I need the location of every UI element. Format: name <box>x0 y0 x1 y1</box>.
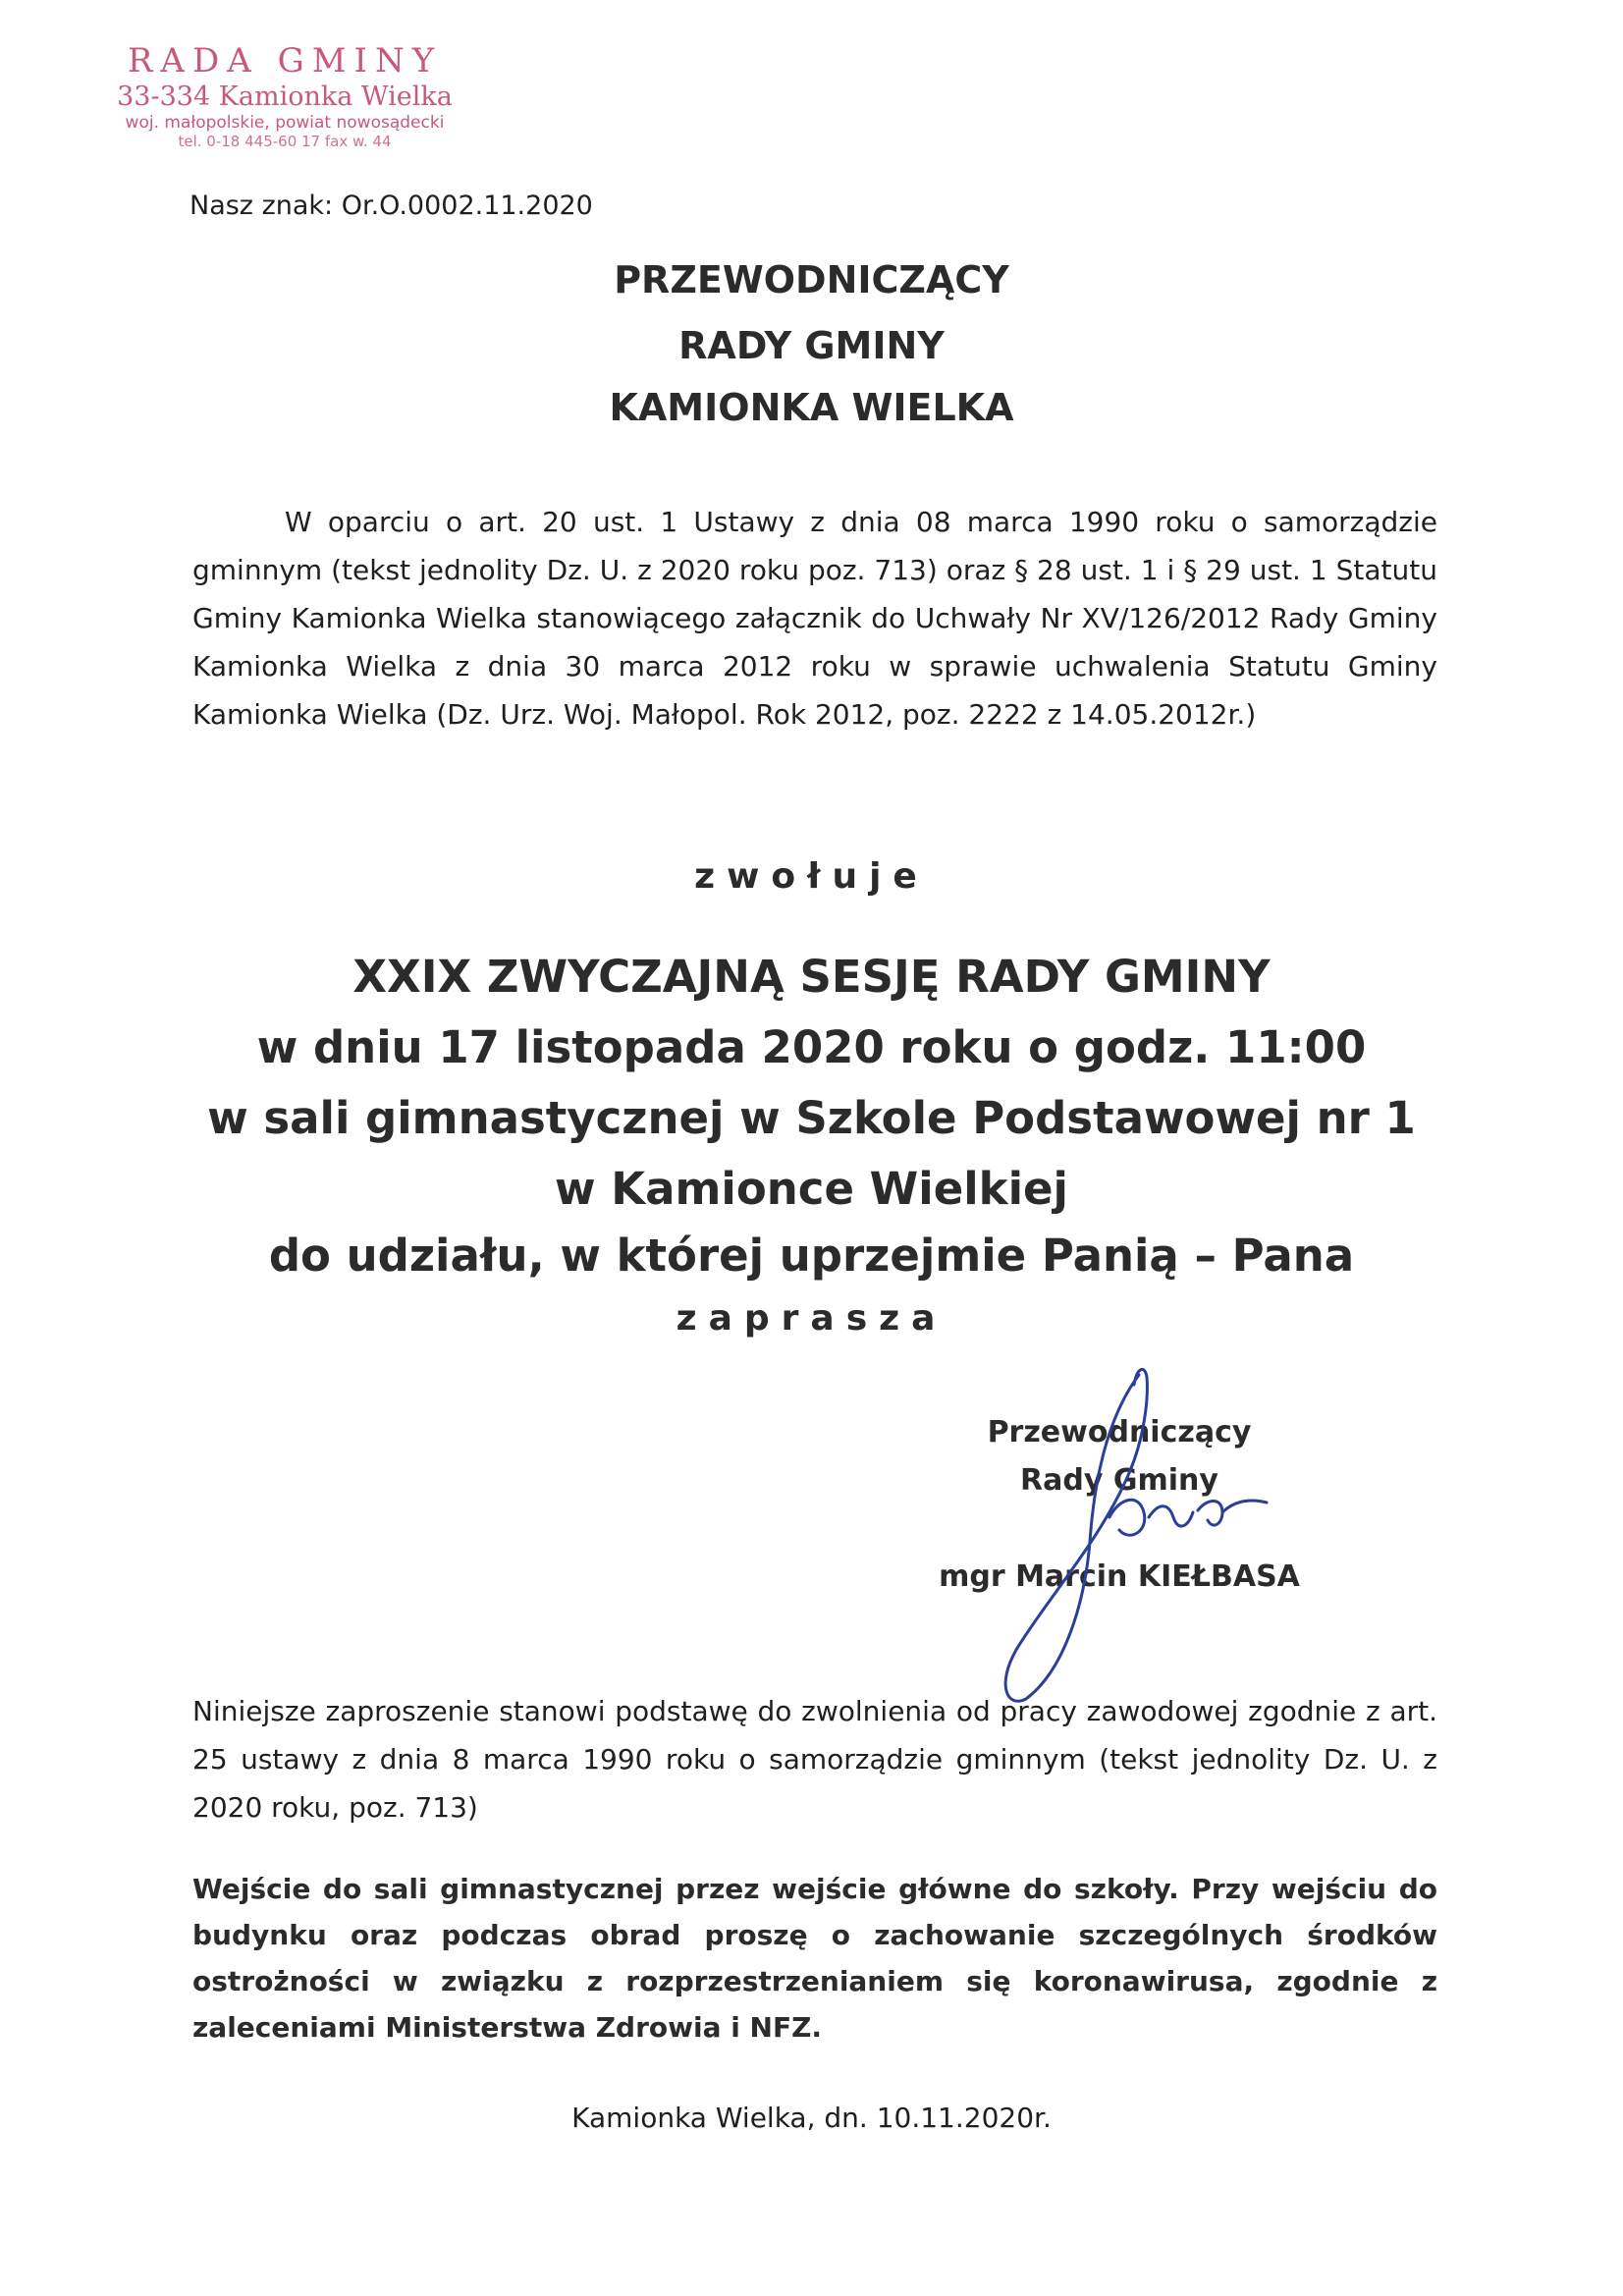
signature-body: Rady Gminy <box>1020 1463 1218 1498</box>
reference-number: Nasz znak: Or.O.0002.11.2020 <box>189 191 593 221</box>
session-venue: w sali gimnastycznej w Szkole Podstawowej nr 1 <box>207 1092 1416 1144</box>
session-date: w dniu 17 listopada 2020 roku o godz. 11:00 <box>256 1021 1367 1073</box>
council-stamp <box>98 41 471 150</box>
stamp-line-3: woj. małopolskie, powiat nowosądecki <box>125 113 445 134</box>
convenes-word: zwołuje <box>694 856 929 897</box>
session-invitation: do udziału, w której uprzejmie Panią – Pana <box>268 1230 1355 1282</box>
signature-name: mgr Marcin KIEŁBASA <box>939 1559 1300 1594</box>
session-title: XXIX ZWYCZAJNĄ SESJĘ RADY GMINY <box>352 951 1271 1003</box>
signature-title: Przewodniczący <box>987 1415 1252 1449</box>
employment-notice: Niniejsze zaproszenie stanowi podstawę do zwolnienia od pracy zawodowej zgodnie z art. 25 ustawy z dnia 8 marca 1990 roku o samorządzie gminnym (tekst jednolity Dz. U. z 2020 roku, poz. 713) <box>192 1695 1437 1824</box>
header-line-3: KAMIONKA WIELKA <box>609 386 1014 429</box>
session-location: w Kamionce Wielkiej <box>555 1163 1068 1215</box>
stamp-line-1: RADA GMINY <box>127 41 443 81</box>
covid-notice: Wejście do sali gimnastycznej przez wejście główne do szkoły. Przy wejściu do budynku oraz podczas obrad proszę o zachowanie szczególnych środków ostrożności w związku z rozprzestrzenianiem się koronawirusa, zgodnie z zaleceniami Ministerstwa Zdrowia i NFZ. <box>192 1873 1437 2044</box>
handwritten-signature <box>972 1355 1306 1719</box>
invites-word: zaprasza <box>676 1298 947 1339</box>
date-place: Kamionka Wielka, dn. 10.11.2020r. <box>571 2102 1052 2134</box>
stamp-line-2: 33-334 Kamionka Wielka <box>117 81 453 112</box>
header-line-2: RADY GMINY <box>678 324 945 367</box>
stamp-line-4: tel. 0-18 445-60 17 fax w. 44 <box>178 132 392 150</box>
legal-basis-paragraph: W oparciu o art. 20 ust. 1 Ustawy z dnia 08 marca 1990 roku o samorządzie gminnym (tekst jednolity Dz. U. z 2020 roku poz. 713) oraz § 28 ust. 1 i § 29 ust. 1 Statutu Gminy Kamionka Wielka stanowiącego załącznik do Uchwały Nr XV/126/2012 Rady Gminy Kamionka Wielka z dnia 30 marca 2012 roku w sprawie uchwalenia Statutu Gminy Kamionka Wielka (Dz. Urz. Woj. Małopol. Rok 2012, poz. 2222 z 14.05.2012r.) <box>192 506 1437 731</box>
header-line-1: PRZEWODNICZĄCY <box>614 258 1009 301</box>
